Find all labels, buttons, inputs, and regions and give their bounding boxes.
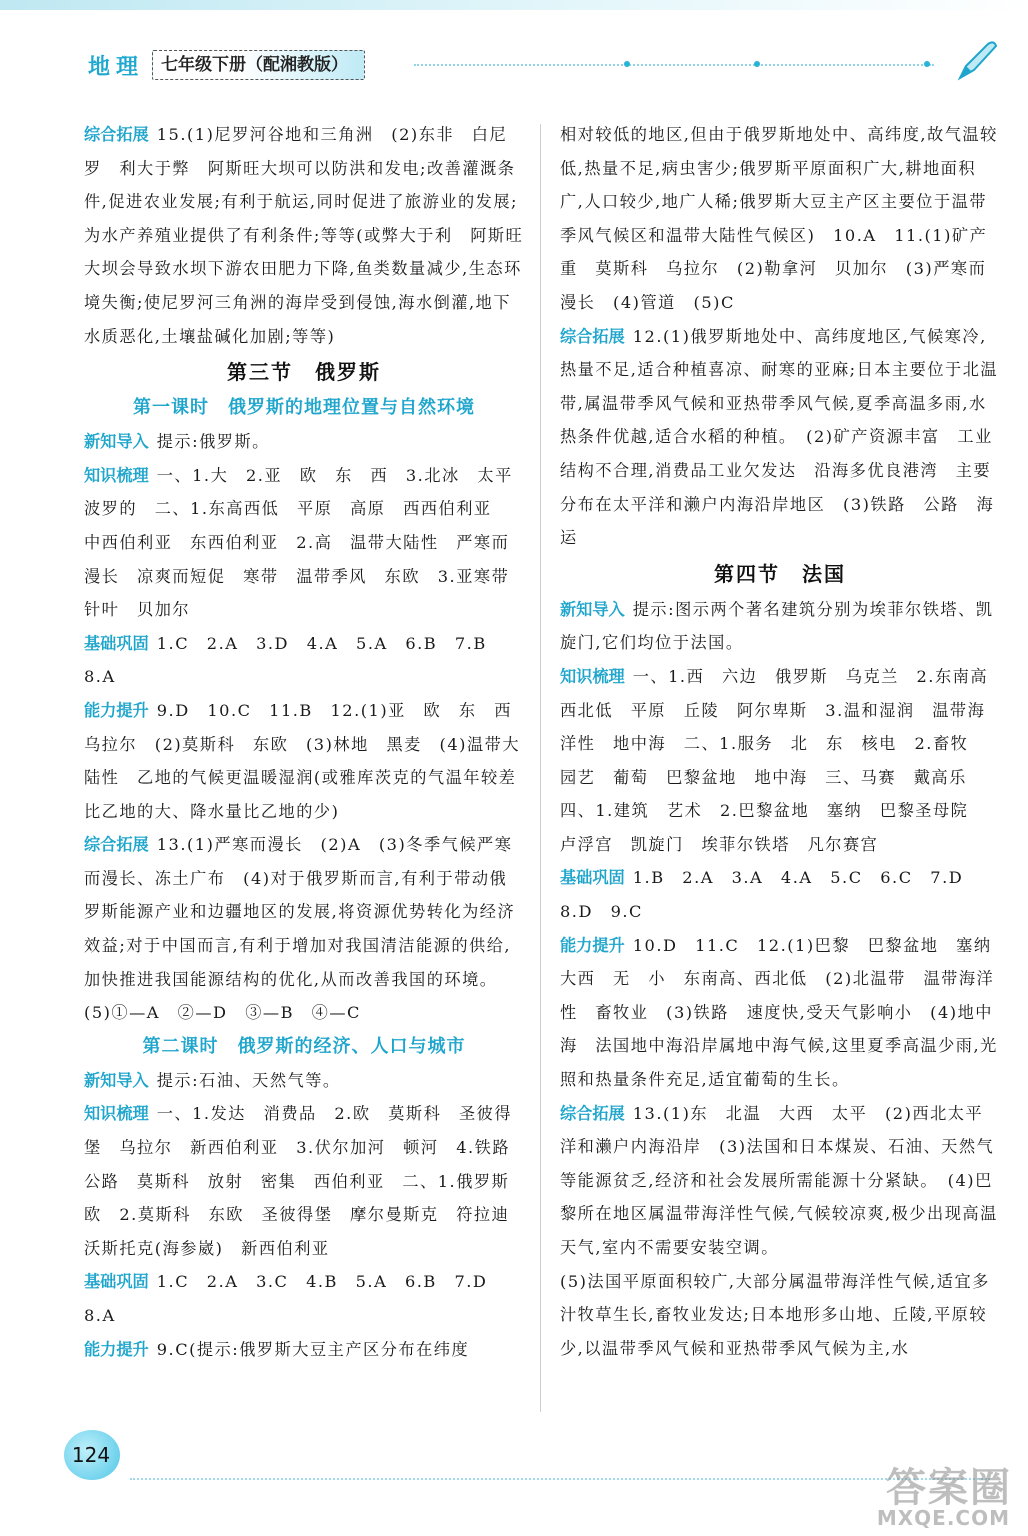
answer-text: 13.(1)东 北温 大西 太平 (2)西北太平洋和濑户内海沿岸 (3)法国和日本煤炭、石油、天然气等能源贫乏,经济和社会发展所需能源十分紧缺。 (4)巴黎所在地区属温带海洋性气候,气候较凉爽,极少出现高温天气,室内不需要安装空调。	[560, 1103, 998, 1257]
watermark	[808, 1456, 1018, 1532]
answer-text: 1.B 2.A 3.A 4.A 5.C 6.C 7.D 8.D 9.C	[560, 868, 981, 922]
answer-text: 10.D 11.C 12.(1)巴黎 巴黎盆地 塞纳 大西 无 小 东南高、西北低 (2)北温带 温带海洋性 畜牧业 (3)铁路 速度快,受天气影响小 (4)地中海 法国地中海沿岸属地中海气候,这里夏季高温少雨,光照和热量条件充足,适宜葡萄的生长。	[560, 935, 1010, 1090]
section-label: 知识梳理	[84, 465, 149, 485]
answer-block	[84, 425, 524, 459]
section-label: 知识梳理	[84, 1104, 149, 1124]
answer-block: (5)法国平原面积较广,大部分属温带海洋性气候,适宜多汁牧草生长,畜牧业发达;日本地形多山地、丘陵,平原较少,以温带季风气候和亚热带季风气候为主,水	[560, 1271, 990, 1358]
answer-block	[84, 627, 524, 694]
lesson-title: 第二课时 俄罗斯的经济、人口与城市	[142, 1035, 466, 1057]
header-dotted-line	[414, 64, 934, 66]
answer-text: 提示:图示两个著名建筑分别为埃菲尔铁塔、凯旋门,它们均位于法国。	[560, 599, 994, 653]
answer-block	[560, 320, 1000, 555]
answer-block: 相对较低的地区,但由于俄罗斯地处中、高纬度,故气温较低,热量不足,病虫害少;俄罗斯平原面积广大,耕地面积广,人口较少,地广人稀;俄罗斯大豆主产区主要位于温带季风气候区和温带大陆性气候区) 10.A 11.(1)矿产 重 莫斯科 乌拉尔 (2)勒拿河 贝加尔 (3)严寒而漫长 (4)管道 (5)C	[560, 125, 1005, 312]
grade-label: 七年级下册（配湘教版）	[152, 50, 365, 80]
section-label: 能力提升	[84, 1339, 149, 1359]
answer-block	[84, 459, 531, 627]
answer-block	[84, 118, 524, 353]
answer-block	[84, 1265, 524, 1332]
section-label: 新知导入	[560, 599, 625, 619]
answer-text: 1.C 2.A 3.D 4.A 5.A 6.B 7.B 8.A	[84, 633, 505, 687]
answer-text: 一、1.大 2.亚 欧 东 西 3.北冰 太平 波罗的 二、1.东高西低 平原 高原 西西伯利亚 中西伯利亚 东西伯利亚 2.高 温带大陆性 严寒而漫长 凉爽而短促 寒带 温带季风 东欧 3.亚寒带针叶 贝加尔	[84, 465, 531, 620]
answer-block	[560, 861, 1000, 928]
answer-text: 1.C 2.A 3.C 4.B 5.A 6.B 7.D 8.A	[84, 1272, 506, 1325]
page-number	[56, 1428, 126, 1482]
watermark-top: 答案圈	[886, 1465, 1012, 1511]
section-label: 综合拓展	[84, 125, 149, 144]
answer-block	[560, 929, 1010, 1097]
right-column	[560, 118, 1010, 1365]
answer-text: 提示:石油、天然气等。	[156, 1070, 341, 1090]
answer-block	[560, 1097, 1000, 1265]
answer-block	[84, 828, 524, 1030]
page-header	[84, 50, 1004, 86]
header-dot	[624, 61, 630, 67]
answer-block	[84, 1333, 524, 1367]
answer-block	[84, 694, 530, 828]
pen-icon	[952, 36, 1002, 86]
section-label: 基础巩固	[84, 633, 149, 653]
top-band	[0, 0, 1028, 10]
answer-text: 15.(1)尼罗河谷地和三角洲 (2)东非 白尼罗 利大于弊 阿斯旺大坝可以防洪和发电;改善灌溉条件,促进农业发展;有利于航运,同时促进了旅游业的发展;为水产养殖业提供了有利条件;等等(或弊大于利 阿斯旺大坝会导致水坝下游农田肥力下降,鱼类数量减少,生态环境失衡;使尼罗河三角洲的海岸受到侵蚀,海水倒灌,地下水质恶化,土壤盐碱化加剧;等等)	[84, 125, 524, 346]
section-label: 能力提升	[84, 700, 149, 720]
section-label: 知识梳理	[560, 666, 625, 686]
section-label: 综合拓展	[560, 326, 625, 346]
section-label: 新知导入	[84, 1070, 149, 1090]
section-title: 第三节 俄罗斯	[227, 360, 381, 385]
left-column	[84, 118, 531, 1366]
answer-block	[84, 1097, 528, 1265]
section-label: 综合拓展	[84, 835, 149, 855]
answer-block	[84, 1064, 524, 1098]
lesson-title: 第一课时 俄罗斯的地理位置与自然环境	[133, 397, 475, 419]
answer-text: 一、1.西 六边 俄罗斯 乌克兰 2.东南高 西北低 平原 丘陵 阿尔卑斯 3.温和湿润 温带海洋性 地中海 二、1.服务 北 东 核电 2.畜牧 园艺 葡萄 巴黎盆地 地中海 三、马赛 戴高乐 四、1.建筑 艺术 2.巴黎盆地 塞纳 巴黎圣母院 卢浮宫 凯旋门 埃菲尔铁塔 凡尔赛宫	[560, 666, 1006, 854]
answer-text: 9.C(提示:俄罗斯大豆主产区分布在纬度	[156, 1339, 470, 1359]
answer-text: 12.(1)俄罗斯地处中、高纬度地区,气候寒冷,热量不足,适合种植喜凉、耐寒的亚麻;日本主要位于北温带,属温带季风气候和亚热带季风气候,夏季高温多雨,水热条件优越,适合水稻的种植。 (2)矿产资源丰富 工业结构不合理,消费品工业欠发达 沿海多优良港湾 主要分布在太平洋和濑户内海沿岸地区 (3)铁路 公路 海运	[560, 326, 999, 548]
section-label: 能力提升	[560, 935, 625, 955]
section-label: 新知导入	[84, 432, 149, 452]
column-divider	[540, 124, 541, 1412]
section-label: 基础巩固	[560, 868, 625, 888]
header-dot	[924, 61, 930, 67]
answer-block	[560, 660, 1006, 862]
page-number-text: 124	[71, 1443, 111, 1467]
header-dot	[754, 61, 760, 67]
answer-block	[560, 593, 1000, 660]
answer-text: 提示:俄罗斯。	[156, 432, 270, 452]
section-title: 第四节 法国	[714, 561, 846, 586]
section-label: 综合拓展	[560, 1103, 625, 1123]
answer-text: 13.(1)严寒而漫长 (2)A (3)冬季气候严寒而漫长、冻土广布 (4)对于俄罗斯而言,有利于带动俄罗斯能源产业和边疆地区的发展,将资源优势转化为经济效益;对于中国而言,有利于增加对我国清洁能源的供给,加快推进我国能源结构的优化,从而改善我国的环境。 (5)①—A ②—D ③—B ④—C	[84, 835, 516, 1023]
answer-text: 9.D 10.C 11.B 12.(1)亚 欧 东 西 乌拉尔 (2)莫斯科 东欧 (3)林地 黑麦 (4)温带大陆性 乙地的气候更温暖湿润(或雅库茨克的气温年较差比乙地的大、降水量比乙地的少)	[84, 700, 530, 821]
subject-title: 地理	[88, 55, 145, 80]
section-label: 基础巩固	[84, 1272, 149, 1292]
watermark-bottom: MXQE.COM	[876, 1506, 1010, 1530]
answer-text: 一、1.发达 消费品 2.欧 莫斯科 圣彼得堡 乌拉尔 新西伯利亚 3.伏尔加河 顿河 4.铁路 公路 莫斯科 放射 密集 西伯利亚 二、1.俄罗斯 欧 2.莫斯科 东欧 圣彼得堡 摩尔曼斯克 符拉迪沃斯托克(海参崴) 新西伯利亚	[84, 1104, 528, 1258]
